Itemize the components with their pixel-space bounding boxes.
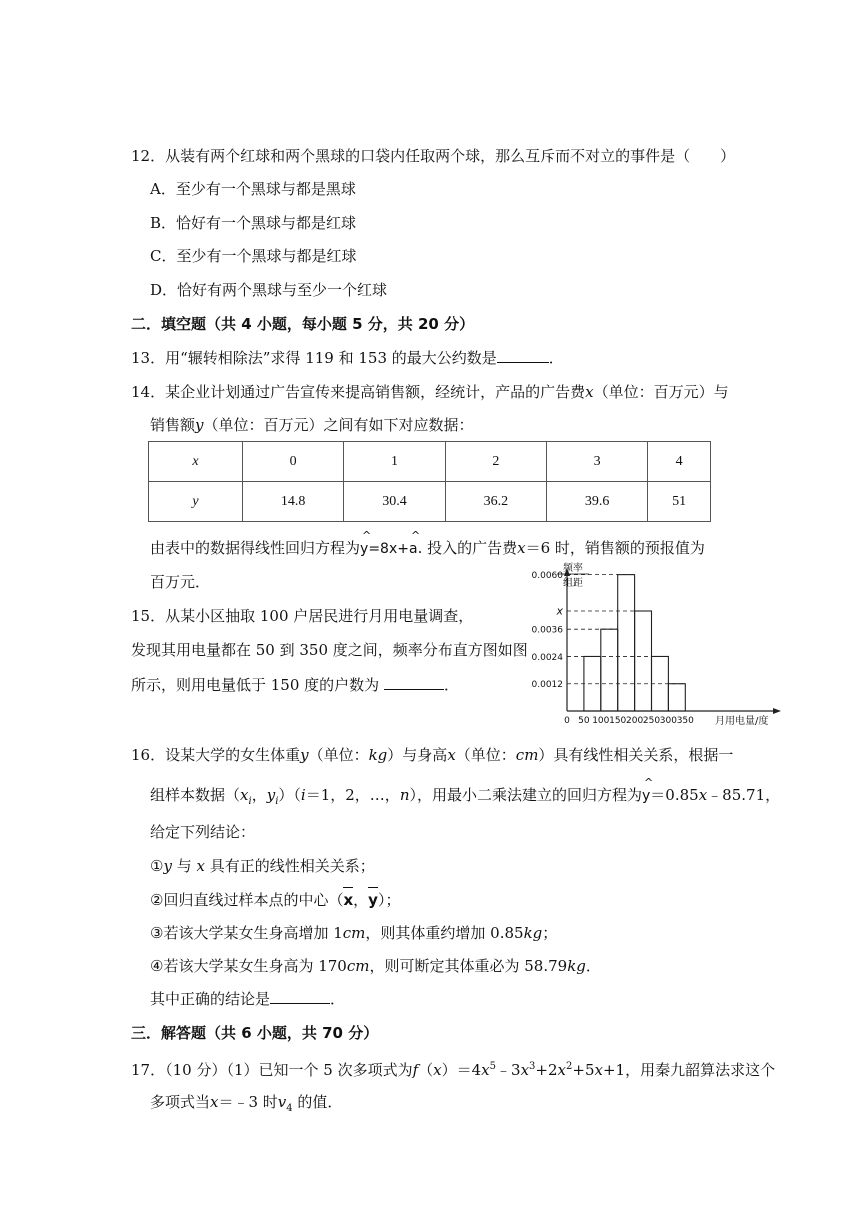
q14-var-x: x [585, 383, 594, 401]
q13-answer-blank [497, 348, 549, 363]
q16-last-text: 其中正确的结论是 [150, 990, 271, 1008]
q16-c3-a: 若该大学某女生身高增加 1 [163, 924, 343, 942]
q13-end: ． [548, 349, 564, 367]
q16-eq-const: ﹣85.71， [707, 786, 781, 804]
q14-line2 [150, 415, 474, 435]
q16-eq-coef: ＝0.85 [650, 786, 699, 804]
q16-conclusion-3 [150, 923, 557, 943]
q16-c3-cm: cm [342, 924, 366, 942]
q17-m1: ﹣3 [496, 1061, 521, 1079]
regression-a-hat: ^ a [408, 529, 421, 557]
q17-x3: x [557, 1061, 566, 1079]
q16-text-b: （单位： [308, 746, 369, 764]
q16-line1 [131, 745, 733, 765]
q17-line2 [150, 1092, 342, 1119]
q14-text-b: （单位：百万元）与 [593, 383, 729, 401]
y-tick-label: x [556, 604, 563, 618]
y-bar: y [368, 891, 378, 909]
x-tick-label: 150 [609, 716, 627, 726]
q17-p2: 2 [566, 1061, 573, 1072]
q16-c2-b: ）； [377, 891, 401, 909]
q17-v: v [277, 1093, 287, 1111]
q16-line3: 给定下列结论： [150, 823, 256, 841]
q12-option-c: C．至少有一个黑球与都是红球 [150, 247, 357, 265]
q15-line2: 发现其用电量都在 50 到 350 度之间，频率分布直方图如图 [131, 641, 528, 659]
table-cell: 1 [344, 442, 445, 482]
q13 [131, 348, 564, 368]
section-3-heading: 三．解答题（共 6 小题，共 70 分） [131, 1024, 379, 1042]
y-axis-label-bottom: 组距 [563, 578, 583, 589]
table-cell: 0 [243, 442, 344, 482]
q16-sep: ， [251, 786, 267, 804]
q15-text: 所示，则用电量低于 150 度的户数为 [131, 676, 380, 694]
y-tick-label: 0.0036 [531, 625, 563, 636]
q16-text-e: ）具有线性相关关系，根据一 [538, 746, 734, 764]
q16-var-i: i [300, 786, 306, 804]
x-tick-label: 100 [592, 716, 610, 726]
q17-p3: 3 [529, 1061, 536, 1072]
q16-text-f: 组样本数据（ [150, 786, 241, 804]
q16-var-y: y [300, 746, 309, 764]
q16-text-i: ），用最小二乘法建立的回归方程为 [409, 786, 642, 804]
q16-line2 [150, 776, 781, 812]
q16-xi: x [240, 786, 249, 804]
q13-text: 13．用“辗转相除法”求得 119 和 153 的最大公约数是 [131, 349, 497, 367]
x-tick-label: 200 [626, 716, 644, 726]
q15-line1: 15．从某小区抽取 100 户居民进行月用电量调查， [131, 607, 474, 625]
q16-last-end: ． [330, 990, 346, 1008]
frequency-histogram [525, 560, 815, 735]
q16-text-d: （单位： [455, 746, 516, 764]
q14-eq-dot: . [417, 539, 423, 557]
q16-conclusion-1 [150, 856, 375, 876]
q15-end: ． [443, 676, 459, 694]
q16-eq-x: x [698, 786, 708, 804]
q16-c1-a: 与 [171, 857, 197, 875]
q16-conclusion-2 [150, 890, 400, 910]
q14-eq-mid: =8x+ [368, 541, 409, 557]
q14-text-f: 投入的广告费 [422, 539, 518, 557]
q16-c4-b: ，则可断定其体重必为 58.79 [369, 957, 568, 975]
circled-3: ③ [150, 924, 164, 942]
q16-c2-a: 回归直线过样本点的中心（ [163, 891, 344, 909]
q17-text-d: 的值． [292, 1093, 343, 1111]
table-cell: 30.4 [344, 482, 445, 522]
y-tick-label: 0.0012 [531, 680, 563, 691]
q16-text-a: 16．设某大学的女生体重 [131, 746, 301, 764]
q16-c3-c: ； [542, 924, 558, 942]
q16-conclusion-4 [150, 956, 601, 976]
q14-var-y: y [195, 416, 204, 434]
circled-1: ① [150, 857, 164, 875]
q14-text-g: ＝6 时，销售额的预报值为 [525, 539, 705, 557]
q16-last-line [150, 989, 345, 1009]
q17-x5: x [210, 1093, 219, 1111]
histogram-bar [601, 629, 618, 711]
q16-eq-y: y [642, 788, 651, 804]
table-row-x [149, 442, 711, 482]
q16-c4-a: 若该大学某女生身高为 170 [163, 957, 347, 975]
q14-line4: 百万元． [150, 573, 211, 591]
q16-c1-y: y [163, 857, 172, 875]
q12-option-b: B．恰好有一个黑球与都是红球 [150, 214, 357, 232]
q14-text-d: （单位：百万元）之间有如下对应数据： [203, 416, 474, 434]
q17-x2: x [520, 1061, 530, 1079]
q16-text-g: ）（ [278, 786, 301, 804]
q16-c1-b: 具有正的线性相关关系； [204, 857, 375, 875]
q14-eq-y: y [360, 541, 369, 557]
histogram-bar [635, 611, 652, 711]
table-cell: 4 [648, 442, 711, 482]
q17-x4: x [594, 1061, 603, 1079]
q16-var-n: n [399, 786, 410, 804]
q16-unit-cm: cm [515, 746, 539, 764]
y-axis-label-top: 频率 [563, 563, 583, 574]
q16-c4-cm: cm [346, 957, 370, 975]
q14-line3 [150, 529, 705, 559]
y-tick-label: 0.0024 [531, 652, 563, 663]
x-tick-label: 50 [578, 716, 590, 726]
q16-c2-sep: ， [353, 891, 369, 909]
x-axis-label: 月用电量/度 [715, 716, 769, 727]
table-cell: 3 [546, 442, 647, 482]
table-cell: 36.2 [445, 482, 546, 522]
q16-text-h: ＝1，2，…， [305, 786, 400, 804]
x-tick-label: 0 [564, 716, 570, 726]
q16-unit-kg: kg [368, 746, 388, 764]
q16-answer-blank [270, 989, 330, 1004]
histogram-bars [584, 575, 685, 711]
q15-line3 [131, 675, 459, 695]
histogram-bar [618, 575, 635, 711]
x-axis-arrow-icon [773, 708, 781, 714]
q17-p5: 5 [489, 1061, 497, 1072]
q16-sub-i2: i [275, 796, 279, 807]
table-cell: 14.8 [243, 482, 344, 522]
q14-var-x2: x [517, 539, 526, 557]
q17-line1 [131, 1057, 775, 1080]
q14-data-table [148, 441, 711, 522]
q17-plus3: +1，用秦九韶算法求这个 [602, 1061, 776, 1079]
q17-plus1: +2 [535, 1061, 558, 1079]
q14-text-c: 销售额 [150, 416, 196, 434]
table-header-y: y [149, 482, 243, 522]
q17-text-c: ＝﹣3 时 [218, 1093, 278, 1111]
histogram-axes [564, 568, 781, 714]
q14-text-e: 由表中的数据得线性回归方程为 [150, 539, 361, 557]
q14-line1 [131, 382, 729, 402]
q16-var-x: x [447, 746, 456, 764]
q17-text-b: 多项式当 [150, 1093, 211, 1111]
circled-2: ② [150, 891, 164, 909]
q16-yi: y [266, 786, 276, 804]
table-row-y [149, 482, 711, 522]
q17-x: x [433, 1061, 442, 1079]
q14-text-a: 14．某企业计划通过广告宣传来提高销售额，经统计，产品的广告费 [131, 383, 586, 401]
q16-c3-b: ，则其体重约增加 0.85 [365, 924, 524, 942]
q17-x1: x [481, 1061, 490, 1079]
regression-y-hat: ^ y [360, 529, 372, 557]
x-tick-label: 250 [642, 716, 661, 726]
y-tick-label: 0.0060 [531, 571, 563, 582]
q16-text-c: ）与身高 [387, 746, 448, 764]
q16-sub-i: i [248, 796, 252, 807]
q12-stem: 12．从装有两个红球和两个黑球的口袋内任取两个球，那么互斥而不对立的事件是（ ） [131, 147, 736, 165]
q15-answer-blank [384, 675, 444, 690]
x-tick-label: 350 [676, 716, 694, 726]
q12-option-d: D．恰好有两个黑球与至少一个红球 [150, 281, 388, 299]
histogram-bar [668, 684, 685, 711]
section-2-heading: 二．填空题（共 4 小题，每小题 5 分，共 20 分） [131, 315, 475, 333]
q17-v-sub: 4 [286, 1103, 293, 1114]
q17-eq: ）＝4 [441, 1061, 482, 1079]
x-tick-label: 300 [659, 716, 677, 726]
table-cell: 51 [648, 482, 711, 522]
q16-c4-kg: kg [567, 957, 586, 975]
q17-paren-open: （ [418, 1061, 434, 1079]
histogram-guides [567, 575, 685, 684]
q12-option-a: A．至少有一个黑球与都是黑球 [150, 180, 356, 198]
circled-4: ④ [150, 957, 164, 975]
q17-f: f [412, 1061, 419, 1079]
table-cell: 2 [445, 442, 546, 482]
q16-c1-x: x [196, 857, 205, 875]
q16-y-hat: ^ y [642, 776, 654, 804]
q17-plus2: +5 [572, 1061, 595, 1079]
x-bar: x [343, 891, 354, 909]
q16-c3-kg: kg [523, 924, 543, 942]
q14-eq-a: a [408, 541, 418, 557]
table-header-x: x [149, 442, 243, 482]
table-cell: 39.6 [546, 482, 647, 522]
q17-text-a: 17．（10 分）（1）已知一个 5 次多项式为 [131, 1061, 413, 1079]
q16-c4-c: ． [585, 957, 601, 975]
